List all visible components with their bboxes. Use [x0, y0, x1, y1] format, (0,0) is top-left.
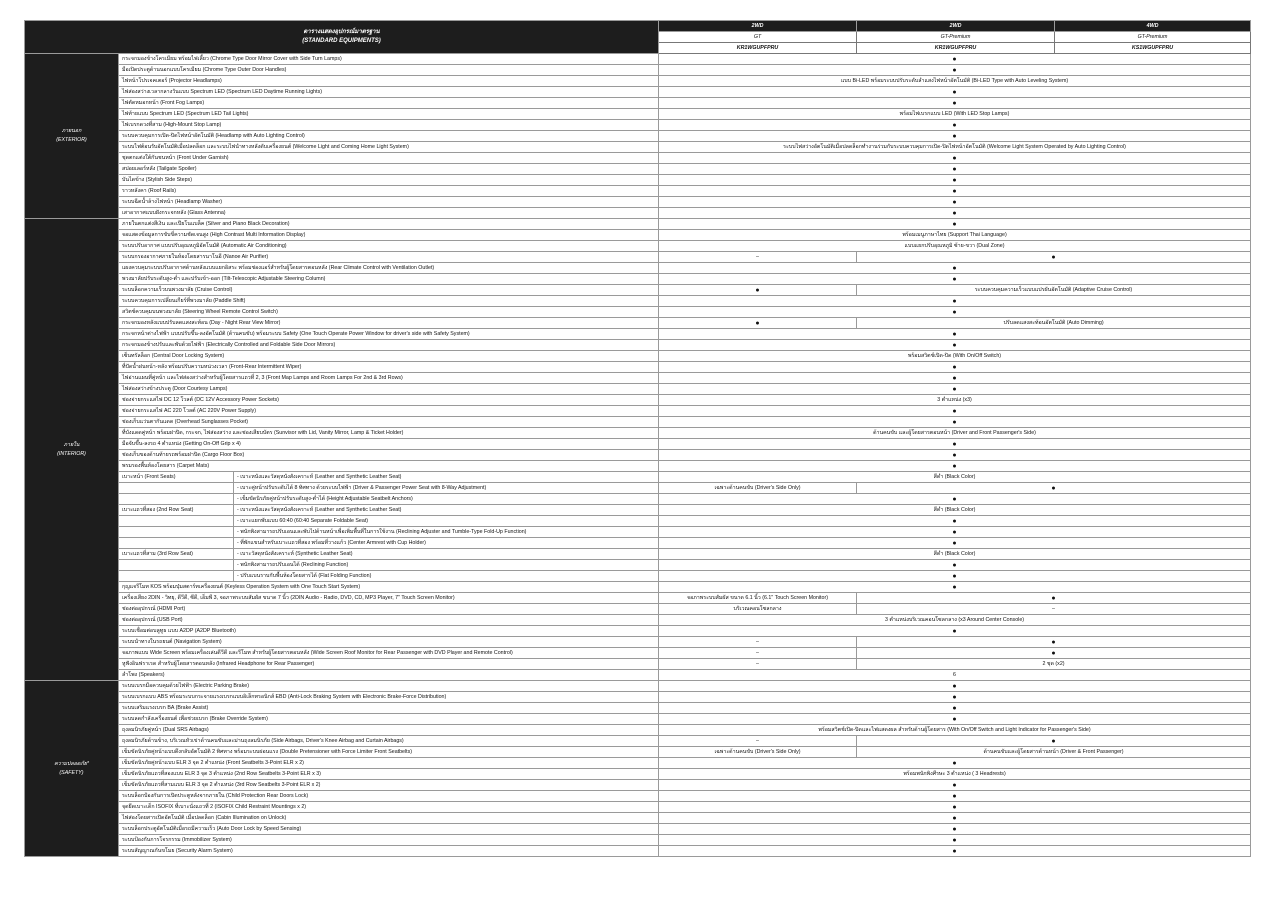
table-row — [25, 637, 1251, 648]
feature-name: ระบบล็อกประตูอัตโนมัติเมื่อรถมีความเร็ว (Auto Door Lock by Speed Sensing) — [119, 824, 659, 835]
spec-value: ปรับลดแสงสะท้อนอัตโนมัติ (Auto Dimming) — [857, 318, 1251, 329]
feature-name: ที่บังแดดคู่หน้า พร้อมฝาปิด, กระจก, ไฟส่องสว่าง และช่องเสียบบัตร (Sunvisor with Lid, Vanity Mirror, Lamp & Ticket Holder) — [119, 428, 659, 439]
model-header-1: KR1WGUPFPRU — [659, 43, 857, 54]
table-row — [25, 571, 1251, 582]
feature-name: เบาะแถวที่สาม (3rd Row Seat) — [119, 549, 234, 560]
spec-table — [24, 20, 1251, 857]
feature-name: ช่องเก็บของด้านท้ายรถพร้อมฝาปิด (Cargo Floor Box) — [119, 450, 659, 461]
spec-value: ● — [659, 802, 1251, 813]
spec-value: ● — [659, 340, 1251, 351]
table-row — [25, 505, 1251, 516]
table-row — [25, 714, 1251, 725]
feature-name: พรมรองพื้นห้องโดยสาร (Carpet Mats) — [119, 461, 659, 472]
table-row — [25, 54, 1251, 65]
spec-value: พร้อมสวิตช์เปิด-ปิดและไฟแสดงผล สำหรับด้านผู้โดยสาร (With On/Off Switch and Light Indicator for Passenger's Side) — [659, 725, 1251, 736]
feature-detail: - เข็มขัดนิรภัยคู่หน้าปรับระดับสูง-ต่ำได้ (Height Adjustable Seatbelt Anchors) — [234, 494, 659, 505]
table-row — [25, 439, 1251, 450]
spec-value: ● — [659, 164, 1251, 175]
table-row — [25, 417, 1251, 428]
table-row — [25, 384, 1251, 395]
feature-name: ระบบเบรกแบบ ABS พร้อมระบบกระจายแรงเบรกแบบอิเล็กทรอนิกส์ EBD (Anti-Lock Braking System with Electronic Brake-Force Distribution) — [119, 692, 659, 703]
feature-name: มือเปิดประตูด้านนอกแบบโครเมียม (Chrome Type Outer Door Handles) — [119, 65, 659, 76]
feature-detail: - พนักพิงสามารถปรับเอนได้ (Reclining Function) — [234, 560, 659, 571]
table-row — [25, 175, 1251, 186]
table-row — [25, 560, 1251, 571]
spec-value: พร้อมพนักพิงศีรษะ 3 ตำแหน่ง ( 3 Headrests) — [659, 769, 1251, 780]
feature-name: กระจกหน้าต่างไฟฟ้า แบบปรับขึ้น-ลงอัตโนมัติ (ด้านคนขับ) พร้อมระบบ Safety (One Touch Operate Power Window for driver's side with Safety System) — [119, 329, 659, 340]
section-label-thai: ภายนอก — [61, 128, 82, 134]
table-row — [25, 76, 1251, 87]
drive-header-1: 2WD — [659, 21, 857, 32]
spec-value: ● — [659, 131, 1251, 142]
spec-value: – — [659, 252, 857, 263]
table-row — [25, 263, 1251, 274]
feature-detail: - เบาะหนังและวัสดุหนังสังเคราะห์ (Leather and Synthetic Leather Seat) — [234, 505, 659, 516]
table-row — [25, 164, 1251, 175]
table-row — [25, 483, 1251, 494]
feature-name: ชุดตกแต่งใต้กันชนหน้า (Front Under Garnish) — [119, 153, 659, 164]
section-label-thai: ภายใน — [63, 441, 80, 448]
drive-header-2: 2WD — [857, 21, 1055, 32]
feature-name: ระบบป้องกันการโจรกรรม (Immobilizer System) — [119, 835, 659, 846]
spec-value: ● — [659, 461, 1251, 472]
table-row — [25, 802, 1251, 813]
spec-value: 3 ตำแหน่ง (x3) — [659, 395, 1251, 406]
spec-table-body — [25, 54, 1251, 857]
spec-value: – — [659, 637, 857, 648]
table-row — [25, 703, 1251, 714]
feature-name: เข็มขัดนิรภัยแถวที่สามแบบ ELR 3 จุด 2 ตำแหน่ง (3rd Row Seatbelts 3-Point ELR x 2) — [119, 780, 659, 791]
spec-value: ด้านคนขับและผู้โดยสารด้านหน้า (Driver & Front Passenger) — [857, 747, 1251, 758]
feature-name: เบาะหน้า (Front Seats) — [119, 472, 234, 483]
spec-value: – — [659, 648, 857, 659]
table-row — [25, 274, 1251, 285]
spec-value: ● — [659, 560, 1251, 571]
spec-value: ● — [659, 626, 1251, 637]
spec-value: สีดำ (Black Color) — [659, 505, 1251, 516]
feature-name: เบาะแถวที่สอง (2nd Row Seat) — [119, 505, 234, 516]
feature-name — [119, 516, 234, 527]
table-row — [25, 659, 1251, 670]
spec-value: ● — [659, 780, 1251, 791]
feature-name: ระบบเชื่อมต่อบลูทูธ แบบ A2DP (A2DP Bluetooth) — [119, 626, 659, 637]
section-label-english: (SAFETY) — [59, 769, 84, 776]
feature-name: ราวหลังคา (Roof Rails) — [119, 186, 659, 197]
table-row — [25, 98, 1251, 109]
feature-name: เสาอากาศแบบฝังกระจกหลัง (Glass Antenna) — [119, 208, 659, 219]
table-row — [25, 681, 1251, 692]
feature-name: ถุงลมนิรภัยด้านข้าง, บริเวณหัวเข่าด้านคนขับและม่านถุงลมนิรภัย (Side Airbags, Driver's Knee Airbag and Curtain Airbags) — [119, 736, 659, 747]
table-row — [25, 307, 1251, 318]
spec-value: สีดำ (Black Color) — [659, 549, 1251, 560]
section-label — [25, 219, 119, 681]
feature-name: ระบบควบคุมการเปิด-ปิดไฟหน้าอัตโนมัติ (Headlamp with Auto Lighting Control) — [119, 131, 659, 142]
spec-value: ● — [659, 846, 1251, 857]
feature-name: สวิตช์ควบคุมบนพวงมาลัย (Steering Wheel Remote Control Switch) — [119, 307, 659, 318]
spec-value: ● — [659, 274, 1251, 285]
table-row — [25, 197, 1251, 208]
feature-name: ช่องต่ออุปกรณ์ (USB Port) — [119, 615, 659, 626]
spec-value: ● — [659, 318, 857, 329]
table-row — [25, 340, 1251, 351]
feature-name: ช่องต่ออุปกรณ์ (HDMI Port) — [119, 604, 659, 615]
table-row — [25, 538, 1251, 549]
feature-name: กระจกมองหลังแบบปรับลดแสงสะท้อน (Day - Night Rear View Mirror) — [119, 318, 659, 329]
spec-value: ● — [659, 439, 1251, 450]
spec-value: ● — [659, 186, 1251, 197]
feature-name: พวงมาลัยปรับระดับสูง-ต่ำ และปรับเข้า-ออก (Tilt-Telescopic Adjustable Steering Column) — [119, 274, 659, 285]
spec-value: ● — [659, 373, 1251, 384]
feature-name: จอแสดงข้อมูลการขับขี่ความชัดเจนสูง (High Contrast Multi Information Display) — [119, 230, 659, 241]
table-row — [25, 142, 1251, 153]
feature-name: ระบบเสริมแรงเบรก BA (Brake Assist) — [119, 703, 659, 714]
table-row — [25, 549, 1251, 560]
feature-name: แผงควบคุมระบบปรับอากาศด้านหลังแบบแยกอิสระ พร้อมช่องแอร์สำหรับผู้โดยสารตอนหลัง (Rear Climate Control with Ventilation Outlet) — [119, 263, 659, 274]
spec-value: ● — [659, 153, 1251, 164]
spec-value: ● — [659, 384, 1251, 395]
table-row — [25, 373, 1251, 384]
spec-value: ด้านคนขับ และผู้โดยสารตอนหน้า (Driver and Front Passenger's Side) — [659, 428, 1251, 439]
table-row — [25, 351, 1251, 362]
feature-name: เซ็นทรัลล็อก (Central Door Locking System) — [119, 351, 659, 362]
table-title-thai: ตารางแสดงอุปกรณ์มาตรฐาน — [303, 29, 380, 35]
table-row — [25, 527, 1251, 538]
section-label-english: (INTERIOR) — [57, 450, 86, 457]
feature-name: สปอยเลอร์หลัง (Tailgate Spoiler) — [119, 164, 659, 175]
table-row — [25, 813, 1251, 824]
table-row — [25, 131, 1251, 142]
spec-value: ● — [857, 593, 1251, 604]
table-row — [25, 450, 1251, 461]
spec-value: ● — [659, 329, 1251, 340]
model-header-2: KR1WGUPFPRU — [857, 43, 1055, 54]
feature-name: เข็มขัดนิรภัยคู่หน้าแบบ ELR 3 จุด 2 ตำแหน่ง (Front Seatbelts 3-Point ELR x 2) — [119, 758, 659, 769]
spec-value: ● — [659, 538, 1251, 549]
feature-detail: - เบาะคู่หน้าปรับระดับได้ 8 ทิศทาง ด้วยระบบไฟฟ้า (Driver & Passenger Power Seat with 8-Way Adjustment) — [234, 483, 659, 494]
table-row — [25, 230, 1251, 241]
feature-name: ที่ปัดน้ำฝนหน้า-หลัง พร้อมปรับความหน่วงเวลา (Front-Rear Intermittent Wiper) — [119, 362, 659, 373]
spec-value: ● — [659, 714, 1251, 725]
table-row — [25, 186, 1251, 197]
feature-detail: - พนักพิงสามารถปรับเอนและพับไปด้านหน้าเพื่อเพิ่มพื้นที่ในการใช้งาน (Reclining Adjuster and Tumble-Type Fold-Up Function) — [234, 527, 659, 538]
feature-name — [119, 571, 234, 582]
table-row — [25, 769, 1251, 780]
section-label — [25, 681, 119, 857]
spec-value: แบบ Bi-LED พร้อมระบบปรับระดับลำแสงไฟหน้าอัตโนมัติ (Bi-LED Type with Auto Leveling System) — [659, 76, 1251, 87]
table-row — [25, 835, 1251, 846]
spec-value: ● — [659, 681, 1251, 692]
feature-name: ระบบฉีดน้ำล้างไฟหน้า (Headlamp Washer) — [119, 197, 659, 208]
table-row — [25, 846, 1251, 857]
feature-name: มือจับขึ้น-ลงรถ 4 ตำแหน่ง (Getting On-Off Grip x 4) — [119, 439, 659, 450]
feature-name: กระจกมองข้างปรับและพับด้วยไฟฟ้า (Electrically Controlled and Foldable Side Door Mirrors) — [119, 340, 659, 351]
feature-name: ไฟส่องสว่างเวลากลางวันแบบ Spectrum LED (Spectrum LED Daytime Running Lights) — [119, 87, 659, 98]
table-row — [25, 516, 1251, 527]
spec-value: ● — [857, 637, 1251, 648]
feature-name: ระบบควบคุมการเปลี่ยนเกียร์ที่พวงมาลัย (Paddle Shift) — [119, 296, 659, 307]
spec-value: ● — [659, 362, 1251, 373]
feature-name: ไฟส่องโดยสารเปิดอัตโนมัติ เมื่อปลดล็อก (Cabin Illumination on Unlock) — [119, 813, 659, 824]
table-row — [25, 395, 1251, 406]
spec-value: ● — [659, 516, 1251, 527]
table-row — [25, 472, 1251, 483]
spec-value: ● — [659, 120, 1251, 131]
spec-value: ● — [659, 65, 1251, 76]
table-row — [25, 604, 1251, 615]
spec-value: ระบบไฟสว่างอัตโนมัติเมื่อปลดล็อกทำงานร่วมกับระบบควบคุมการเปิด-ปิดไฟหน้าอัตโนมัติ (Welcome Light System Operated by Auto Lighting Control) — [659, 142, 1251, 153]
spec-value: ● — [659, 813, 1251, 824]
spec-value: 3 ตำแหน่งบริเวณคอนโซลกลาง (x3 Around Center Console) — [659, 615, 1251, 626]
equipment-spec-sheet — [24, 20, 1250, 857]
table-title-english: (STANDARD EQUIPMENTS) — [302, 38, 381, 44]
spec-value: พร้อมสวิตช์เปิด-ปิด (With On/Off Switch) — [659, 351, 1251, 362]
feature-name: ไฟเบรกดวงที่สาม (High-Mount Stop Lamp) — [119, 120, 659, 131]
spec-value: แบบแยกปรับอุณหภูมิ ซ้าย-ขวา (Dual Zone) — [659, 241, 1251, 252]
spec-value: ● — [659, 197, 1251, 208]
spec-value: ● — [659, 208, 1251, 219]
feature-name: ระบบเบรกมือควบคุมด้วยไฟฟ้า (Electric Parking Brake) — [119, 681, 659, 692]
feature-name: ระบบปรับอากาศ แบบปรับอุณหภูมิอัตโนมัติ (Automatic Air Conditioning) — [119, 241, 659, 252]
table-row — [25, 285, 1251, 296]
feature-detail: - เบาะแยกพับแบบ 60:40 (60:40 Separate Foldable Seat) — [234, 516, 659, 527]
table-row — [25, 252, 1251, 263]
table-row — [25, 736, 1251, 747]
feature-name: เครื่องเสียง 2DIN - วิทยุ, ดีวีดี, ซีดี, เอ็มพี 3, จอภาพระบบสัมผัส ขนาด 7 นิ้ว (2DIN Audio - Radio, DVD, CD, MP3 Player, 7" Touch Screen Monitor) — [119, 593, 659, 604]
table-row — [25, 626, 1251, 637]
spec-value: เฉพาะด้านคนขับ (Driver's Side Only) — [659, 483, 857, 494]
spec-value: ● — [659, 417, 1251, 428]
feature-name: ช่องจ่ายกระแสไฟ DC 12 โวลต์ (DC 12V Accessory Power Sockets) — [119, 395, 659, 406]
spec-value: ● — [659, 791, 1251, 802]
table-row — [25, 615, 1251, 626]
spec-value: ● — [659, 406, 1251, 417]
table-row — [25, 65, 1251, 76]
spec-value: ● — [659, 307, 1251, 318]
table-row — [25, 318, 1251, 329]
spec-value: เฉพาะด้านคนขับ (Driver's Side Only) — [659, 747, 857, 758]
spec-value: 2 ชุด (x2) — [857, 659, 1251, 670]
feature-name: ภายในตกแต่งสีเงิน และเปียโนแบล็ค (Silver and Piano Black Decoration) — [119, 219, 659, 230]
feature-name: ไฟท้ายแบบ Spectrum LED (Spectrum LED Tail Lights) — [119, 109, 659, 120]
feature-name: ไฟหน้าโปรเจคเตอร์ (Projector Headlamps) — [119, 76, 659, 87]
feature-name: ระบบไฟต้อนรับอัตโนมัติเมื่อปลดล็อก และระบบไฟนำทางหลังดับเครื่องยนต์ (Welcome Light and Coming Home Light System) — [119, 142, 659, 153]
table-row — [25, 329, 1251, 340]
feature-name: กระจกมองข้างโครเมียม พร้อมไฟเลี้ยว (Chrome Type Door Mirror Cover with Side Turn Lamps) — [119, 54, 659, 65]
feature-name: ระบบล็อกป้องกันการเปิดประตูหลังจากภายใน (Child Protection Rear Doors Lock) — [119, 791, 659, 802]
section-label-english: (EXTERIOR) — [56, 137, 87, 143]
spec-value: ● — [659, 494, 1251, 505]
table-row — [25, 153, 1251, 164]
spec-value: – — [659, 736, 857, 747]
table-row — [25, 241, 1251, 252]
table-row — [25, 494, 1251, 505]
spec-value: ● — [659, 296, 1251, 307]
spec-value: ● — [659, 571, 1251, 582]
spec-value: ● — [857, 252, 1251, 263]
feature-name: ระบบล็อกความเร็วบนพวงมาลัย (Cruise Control) — [119, 285, 659, 296]
spec-value: พร้อมไฟเบรกแบบ LED (With LED Stop Lamps) — [659, 109, 1251, 120]
table-row — [25, 428, 1251, 439]
feature-name: ไฟอ่านแผนที่คู่หน้า และไฟส่องสว่างสำหรับผู้โดยสารแถวที่ 2, 3 (Front Map Lamps and Room Lamps For 2nd & 3rd Rows) — [119, 373, 659, 384]
feature-name — [119, 494, 234, 505]
table-row — [25, 296, 1251, 307]
table-row — [25, 692, 1251, 703]
table-row — [25, 582, 1251, 593]
table-row — [25, 824, 1251, 835]
spec-value: ● — [857, 648, 1251, 659]
grade-header-2: GT-Premium — [857, 32, 1055, 43]
table-row — [25, 747, 1251, 758]
feature-name: เข็มขัดนิรภัยคู่หน้าแบบดึงกลับอัตโนมัติ 2 ทิศทาง พร้อมระบบผ่อนแรง (Double Pretensioner with Force Limiter Front Seatbelts) — [119, 747, 659, 758]
spec-value: ● — [659, 263, 1251, 274]
feature-name: บันไดข้าง (Stylish Side Steps) — [119, 175, 659, 186]
grade-header-3: GT-Premium — [1055, 32, 1251, 43]
spec-value: ● — [659, 692, 1251, 703]
section-label — [25, 54, 119, 219]
feature-name: ระบบลดกำลังเครื่องยนต์ เพื่อช่วยเบรก (Brake Override System) — [119, 714, 659, 725]
drive-header-3: 4WD — [1055, 21, 1251, 32]
spec-value: บริเวณคอนโซลกลาง — [659, 604, 857, 615]
feature-name — [119, 483, 234, 494]
spec-value: ● — [659, 824, 1251, 835]
feature-name: ไฟตัดหมอกหน้า (Front Fog Lamps) — [119, 98, 659, 109]
feature-detail: - เบาะหนังและวัสดุหนังสังเคราะห์ (Leather and Synthetic Leather Seat) — [234, 472, 659, 483]
table-row — [25, 208, 1251, 219]
feature-detail: - เบาะวัสดุหนังสังเคราะห์ (Synthetic Leather Seat) — [234, 549, 659, 560]
feature-name — [119, 538, 234, 549]
feature-name: ช่องเก็บแว่นตากันแดด (Overhead Sunglasses Pocket) — [119, 417, 659, 428]
spec-value: ● — [659, 285, 857, 296]
spec-value: ระบบควบคุมความเร็วแบบแปรผันอัตโนมัติ (Adaptive Cruise Control) — [857, 285, 1251, 296]
spec-value: – — [857, 604, 1251, 615]
spec-value: ● — [659, 450, 1251, 461]
table-row — [25, 725, 1251, 736]
feature-name: ถุงลมนิรภัยคู่หน้า (Dual SRS Airbags) — [119, 725, 659, 736]
table-row — [25, 670, 1251, 681]
table-row — [25, 593, 1251, 604]
spec-value: ● — [659, 582, 1251, 593]
spec-value: ● — [659, 835, 1251, 846]
spec-value: ● — [857, 483, 1251, 494]
table-row — [25, 362, 1251, 373]
spec-value: – — [659, 659, 857, 670]
section-label-thai: ความปลอดภัย* — [54, 760, 89, 767]
spec-value: 6 — [659, 670, 1251, 681]
spec-value: ● — [659, 758, 1251, 769]
spec-value: ● — [659, 219, 1251, 230]
table-row — [25, 461, 1251, 472]
feature-name: ไฟส่องสว่างข้างประตู (Door Courtesy Lamps) — [119, 384, 659, 395]
table-title — [25, 21, 659, 54]
feature-name: ช่องจ่ายกระแสไฟ AC 220 โวลต์ (AC 220V Power Supply) — [119, 406, 659, 417]
table-row — [25, 780, 1251, 791]
feature-detail: - ปรับแบนราบกับพื้นห้องโดยสารได้ (Flat Folding Function) — [234, 571, 659, 582]
feature-name: กุญแจรีโมท KOS พร้อมปุ่มสตาร์ทเครื่องยนต์ (Keyless Operation System with One Touch Start System) — [119, 582, 659, 593]
feature-name — [119, 527, 234, 538]
spec-value: ● — [659, 87, 1251, 98]
feature-detail: - ที่พักแขนสำหรับเบาะแถวที่สอง พร้อมที่วางแก้ว (Center Armrest with Cup Holder) — [234, 538, 659, 549]
table-row — [25, 109, 1251, 120]
feature-name: ลำโพง (Speakers) — [119, 670, 659, 681]
feature-name: ระบบนำทางในรถยนต์ (Navigation System) — [119, 637, 659, 648]
spec-value: สีดำ (Black Color) — [659, 472, 1251, 483]
spec-value: ● — [659, 527, 1251, 538]
feature-name: จอภาพแบบ Wide Screen พร้อมเครื่องเล่นดีวีดี และรีโมท สำหรับผู้โดยสารตอนหลัง (Wide Screen Roof Monitor for Rear Passenger with DVD Player and Remote Control) — [119, 648, 659, 659]
table-row — [25, 120, 1251, 131]
table-row — [25, 758, 1251, 769]
feature-name: จุดยึดเบาะเด็ก ISOFIX ที่เบาะนั่งแถวที่ 2 (ISOFIX Child Restraint Mountings x 2) — [119, 802, 659, 813]
spec-value: ● — [659, 54, 1251, 65]
spec-value: พร้อมเมนูภาษาไทย (Support Thai Language) — [659, 230, 1251, 241]
spec-value: ● — [659, 98, 1251, 109]
model-header-3: KS1WGUPFPRU — [1055, 43, 1251, 54]
table-row — [25, 648, 1251, 659]
grade-header-1: GT — [659, 32, 857, 43]
feature-name — [119, 560, 234, 571]
spec-value: ● — [659, 175, 1251, 186]
spec-value: จอภาพระบบสัมผัส ขนาด 6.1 นิ้ว (6.1" Touch Screen Monitor) — [659, 593, 857, 604]
spec-value: ● — [857, 736, 1251, 747]
spec-value: ● — [659, 703, 1251, 714]
feature-name: เข็มขัดนิรภัยแถวที่สองแบบ ELR 3 จุด 3 ตำแหน่ง (2nd Row Seatbelts 3-Point ELR x 3) — [119, 769, 659, 780]
feature-name: ระบบสัญญาณกันขโมย (Security Alarm System) — [119, 846, 659, 857]
table-row — [25, 406, 1251, 417]
feature-name: ระบบกรองอากาศภายในห้องโดยสารนาโนอี (Nanoe Air Purifier) — [119, 252, 659, 263]
feature-name: หูฟังอินฟราเรด สำหรับผู้โดยสารตอนหลัง (Infrared Headphone for Rear Passenger) — [119, 659, 659, 670]
table-row — [25, 87, 1251, 98]
table-row — [25, 791, 1251, 802]
table-row — [25, 219, 1251, 230]
